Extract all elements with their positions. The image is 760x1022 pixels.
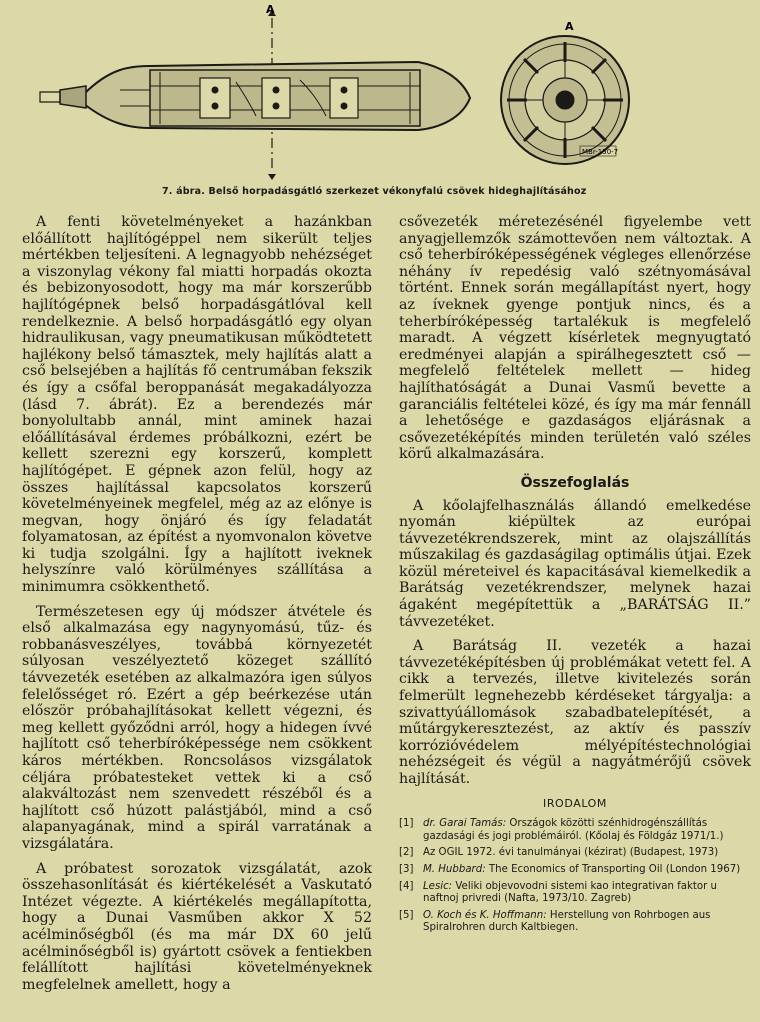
- references-heading: IRODALOM: [542, 796, 608, 810]
- figure-7: [0, 0, 760, 210]
- body-paragraph: A próbatest sorozatok vizsgálatát, azok összehasonlítását és kiértékelését a Vaskutató Intézet végezte. A kiértékelés megállapította, hogy a Dunai Vasműben akkor X 52 acélminőségből (és ma már DX 60 jelű acélminőségből is) gyártott csövek a fentiekben felállított hajlítási követelményeknek megfelelnek amellett, hogy a: [22, 860, 372, 993]
- plug-device-side-view: [40, 62, 470, 130]
- summary-heading: Összefoglalás: [520, 474, 630, 491]
- left-column: [22, 214, 372, 993]
- summary-paragraph: A kőolajfelhasználás állandó emelkedése nyomán kiépültek az európai távvezetékrendszerek, mint az olajszállítás műszakilag és gazdaságilag optimális útjai. Ezek közül méreteivel és kapacitásával kiemelkedik a Barátság vezetékrendszer, melynek hazai ágaként megépítettük a „BARÁTSÁG II.” távvezetéket.: [399, 497, 751, 630]
- reference-item: [399, 910, 751, 935]
- reference-item: [399, 864, 751, 877]
- reference-author: Lesic:: [423, 880, 453, 892]
- section-label-left: A: [266, 3, 275, 16]
- reference-author: O. Koch és K. Hoffmann:: [423, 909, 547, 921]
- reference-number: [2]: [399, 847, 414, 859]
- reference-text: Országok közötti szénhidrogénszállítás gazdasági és jogi problémáiról. (Kőolaj és Földgáz 1971/1.): [423, 818, 724, 842]
- body-paragraph-continuation: csővezeték méretezésénél figyelembe vett anyagjellemzők számottevően nem változtak. A cső teherbíróképességének végleges ellenőrzése néhány ív repedésig való szétnyomásával történt. Ennek során megállapítást nyert, hogy az íveknek gyenge pontjuk nincs, és a teherbíróképesség tartalékuk is megfelelő maradt. A végzett kísérletek megnyugtató eredményei alapján a spirálhegesztett cső — megfelelő feltételek mellett — hideg hajlíthatóságát a Dunai Vasmű bevette a garanciális feltételei közé, és így ma már fennáll a lehetősége e gazdaságos eljárásnak a csővezetéképítés minden területén való széles körű alkalmazására.: [399, 214, 751, 463]
- reference-text: Az OGIL 1972. évi tanulmányai (kézirat) (Budapest, 1973): [423, 847, 719, 859]
- section-label-right: A: [565, 20, 574, 33]
- body-paragraph: A fenti követelményeket a hazánkban előállított hajlítógéppel nem sikerült teljes mértékben teljesíteni. A legnagyobb nehézséget a viszonylag vékony fal miatti horpadás okozta és bebizonyosodott, hogy ma már korszerűbb hajlítógépnek belső horpadásgátlóval kell rendelkeznie. A belső horpadásgátló egy olyan hidraulikusan, vagy pneumatikusan működtetett hajlékony belső támasztek, mely hajlítás alatt a cső belsejében a hajlítás fő centrumában fekszik és így a csőfal beroppanását megakadályozza (lásd 7. ábrát). Ez a berendezés már bonyolultabb annál, mint aminek hazai előállításával érdemes próbálkozni, ezért be kellett szerezni egy korszerű, komplett hajlítógépet. E gépnek azon felül, hogy az összes hajlítással kapcsolatos korszerű követelményeinek megfelel, még az az előnye is megvan, hogy önjáró és így feladatát folyamatosan, az építést a nyomvonalon követve ki tudja szolgálni. Így a hajlított iveknek helyszínre való körülményes szállítása a minimumra csökkenthető.: [22, 214, 372, 596]
- figure-drawing: [0, 0, 760, 210]
- reference-item: [399, 818, 751, 843]
- reference-list: [399, 818, 751, 935]
- reference-number: [1]: [399, 818, 414, 830]
- reference-author: M. Hubbard:: [423, 863, 486, 875]
- reference-item: [399, 881, 751, 906]
- summary-paragraph: A Barátság II. vezeték a hazai távvezetéképítésben új problémákat vetett fel. A cikk a tervezés, illetve kivitelezés során felmerült legnehezebb kérdéseket tárgyalja: a szivattyúállomások szabadbatelepítését, a műtárgykeresztezést, az aktív és passzív korrózióvédelem mélyépítéstechnológiai nehézségeit és végül a nagyátmérőjű csövek hajlítását.: [399, 638, 751, 787]
- drawing-code: MBr-150-7: [582, 148, 619, 156]
- figure-caption: 7. ábra. Belső horpadásgátló szerkezet vékonyfalú csövek hideghajlításához: [162, 186, 587, 197]
- reference-author: dr. Garai Tamás:: [423, 818, 507, 830]
- body-paragraph: Természetesen egy új módszer átvétele és első alkalmazása egy nagynyomású, tűz- és robbanásveszélyes, továbbá környezetét súlyosan veszélyeztető közeget szállító távvezeték esetében az alkalmazóra igen súlyos felelősséget ró. Ezért a gép beérkezése után először próbahajlításokat kellett végezni, és meg kellett győződni arról, hogy a hidegen ívvé hajlított cső teherbíróképessége nem csökkent káros mértékben. Roncsolásos vizsgálatok céljára próbatesteket vettek ki a cső alakváltozást nem szenvedett részéből és a hajlított cső húzott palástjából, mind a cső alapanyagának, mind a spirál varratának a vizsgálatára.: [22, 603, 372, 852]
- reference-item: [399, 847, 751, 860]
- reference-number: [5]: [399, 909, 414, 921]
- right-column: [399, 214, 751, 939]
- reference-number: [3]: [399, 863, 414, 875]
- reference-text: Veliki objevovodni sistemi kao integrativan faktor u naftnoj privredi (Nafta, 1973/10. Zagreb): [423, 880, 717, 905]
- reference-text: The Economics of Transporting Oil (London 1967): [488, 863, 741, 875]
- reference-text: Herstellung von Rohrbogen aus Spiralrohren durch Kaltbiegen.: [423, 909, 711, 934]
- cross-section-view: [501, 36, 629, 164]
- reference-number: [4]: [399, 880, 414, 892]
